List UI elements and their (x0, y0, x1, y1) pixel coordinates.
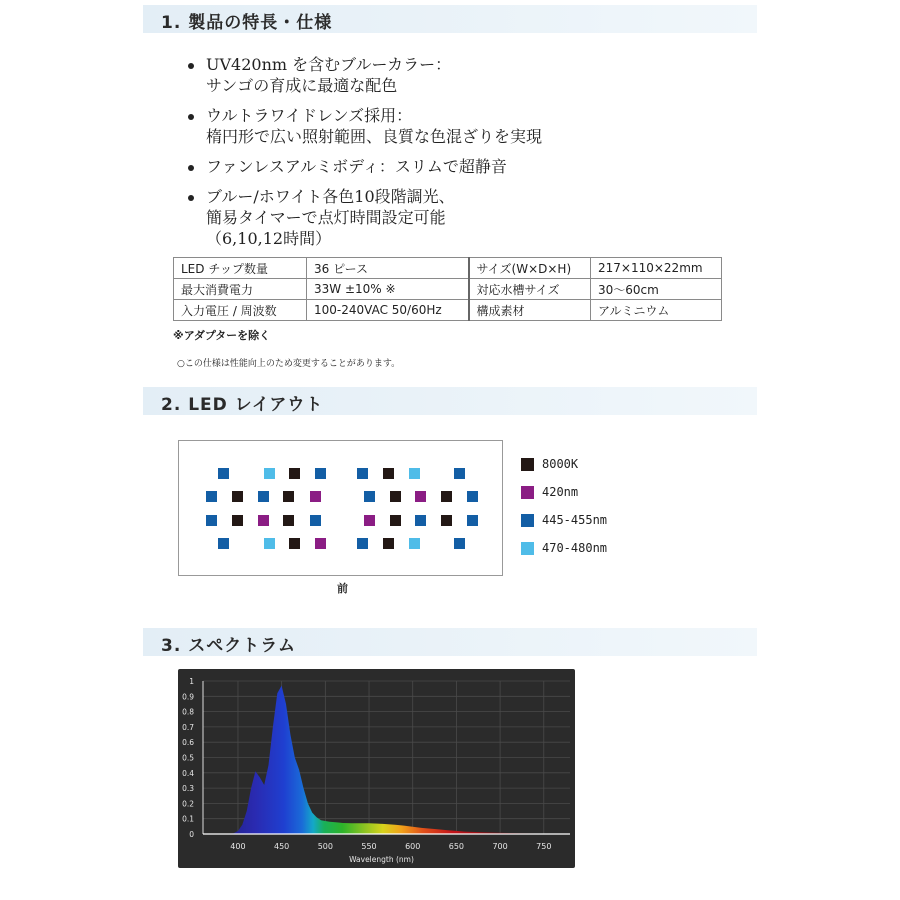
x-tick-label: 600 (405, 842, 421, 851)
feature-text: ウルトラワイドレンズ採用： (206, 106, 413, 125)
led-chip (441, 515, 452, 526)
legend-swatch (521, 514, 534, 527)
section-title: 2. LED レイアウト (161, 395, 324, 415)
feature-item (188, 156, 728, 177)
x-tick-label: 450 (274, 842, 290, 851)
x-tick-label: 750 (536, 842, 552, 851)
led-chip (364, 515, 375, 526)
y-tick-label: 0.8 (182, 707, 194, 717)
feature-text: （6,10,12時間） (206, 229, 332, 248)
led-chip (310, 491, 321, 502)
led-chip (289, 538, 300, 549)
led-chip (206, 515, 217, 526)
feature-item (188, 186, 728, 249)
led-chip (310, 515, 321, 526)
bullet-dot-icon (188, 114, 194, 120)
led-chip (357, 468, 368, 479)
led-chip (232, 515, 243, 526)
spec-label: 最大消費電力 (174, 279, 307, 300)
led-layout-diagram (178, 440, 503, 576)
spec-label: 入力電圧 / 周波数 (174, 300, 307, 321)
spec-label: LED チップ数量 (174, 258, 307, 279)
front-label: 前 (337, 582, 348, 595)
spec-value: アルミニウム (591, 300, 722, 321)
spec-value: 217×110×22mm (591, 258, 722, 279)
spec-value: 36 ピース (307, 258, 469, 279)
section-header-spectrum (143, 628, 757, 656)
led-chip (264, 538, 275, 549)
led-chip (283, 515, 294, 526)
led-chip (232, 491, 243, 502)
led-chip (258, 491, 269, 502)
spec-label: 対応水槽サイズ (469, 279, 591, 300)
led-chip (454, 468, 465, 479)
led-chip (218, 468, 229, 479)
x-tick-label: 500 (317, 842, 333, 851)
y-tick-label: 1 (189, 677, 194, 686)
led-chip (467, 515, 478, 526)
led-chip (390, 491, 401, 502)
legend-label: 445-455nm (542, 513, 608, 527)
spec-label: サイズ(W×D×H) (469, 258, 591, 279)
y-tick-label: 0.7 (182, 722, 194, 732)
bullet-dot-icon (188, 195, 194, 201)
y-tick-label: 0.3 (182, 784, 194, 794)
feature-list (188, 54, 728, 258)
led-chip (415, 515, 426, 526)
y-tick-label: 0.6 (182, 738, 194, 748)
led-chip (364, 491, 375, 502)
led-chip (441, 491, 452, 502)
led-chip (454, 538, 465, 549)
legend-swatch (521, 486, 534, 499)
feature-text: 簡易タイマーで点灯時間設定可能 (206, 208, 446, 227)
adapter-note: ※アダプターを除く (173, 329, 271, 342)
feature-item (188, 105, 728, 147)
section-header-features (143, 5, 757, 33)
table-row (174, 279, 722, 300)
section-title: 3. スペクトラム (161, 636, 297, 656)
led-chip (409, 538, 420, 549)
legend-label: 8000K (542, 457, 579, 471)
led-chip (289, 468, 300, 479)
spec-value: 100-240VAC 50/60Hz (307, 300, 469, 321)
x-tick-label: 550 (361, 842, 377, 851)
led-chip (357, 538, 368, 549)
table-row (174, 258, 722, 279)
spec-change-note: ○この仕様は性能向上のため変更することがあります。 (177, 359, 401, 369)
y-tick-label: 0.5 (182, 753, 194, 763)
y-tick-label: 0.2 (182, 799, 194, 809)
spec-table (173, 257, 722, 321)
led-chip (206, 491, 217, 502)
led-chip (258, 515, 269, 526)
y-tick-label: 0.9 (182, 692, 194, 702)
table-row (174, 300, 722, 321)
bullet-dot-icon (188, 165, 194, 171)
x-tick-label: 650 (448, 842, 465, 851)
section-title: 1. 製品の特長・仕様 (161, 13, 333, 33)
legend-swatch (521, 458, 534, 471)
feature-text: サンゴの育成に最適な配色 (206, 76, 398, 95)
led-chip (415, 491, 426, 502)
led-chip (383, 468, 394, 479)
chart-background (178, 669, 575, 868)
bullet-dot-icon (188, 63, 194, 69)
y-tick-label: 0 (189, 830, 194, 839)
led-chip (409, 468, 420, 479)
spectrum-chart (178, 669, 575, 868)
spec-value: 30〜60cm (591, 279, 722, 300)
y-tick-label: 0.1 (182, 814, 194, 824)
led-chip (264, 468, 275, 479)
feature-text: ブルー/ホワイト各色10段階調光、 (206, 187, 455, 206)
led-chip (383, 538, 394, 549)
led-chip (467, 491, 478, 502)
x-tick-label: 700 (492, 842, 508, 851)
feature-text: ファンレスアルミボディ：スリムで超静音 (206, 157, 507, 176)
feature-text: UV420nm を含むブルーカラー： (206, 55, 452, 74)
led-chip (315, 538, 326, 549)
feature-text: 楕円形で広い照射範囲、良質な色混ざりを実現 (206, 127, 543, 146)
section-header-led-layout (143, 387, 757, 415)
spec-label: 構成素材 (469, 300, 591, 321)
led-chip (283, 491, 294, 502)
y-tick-label: 0.4 (182, 768, 194, 778)
legend-label: 420nm (542, 485, 579, 499)
legend-swatch (521, 542, 534, 555)
spec-value: 33W ±10% ※ (307, 279, 469, 300)
legend-label: 470-480nm (542, 541, 608, 555)
x-tick-label: 400 (230, 842, 246, 851)
feature-item (188, 54, 728, 96)
led-chip (390, 515, 401, 526)
x-axis-label: Wavelength (nm) (349, 855, 414, 864)
led-chip (315, 468, 326, 479)
led-chip (218, 538, 229, 549)
